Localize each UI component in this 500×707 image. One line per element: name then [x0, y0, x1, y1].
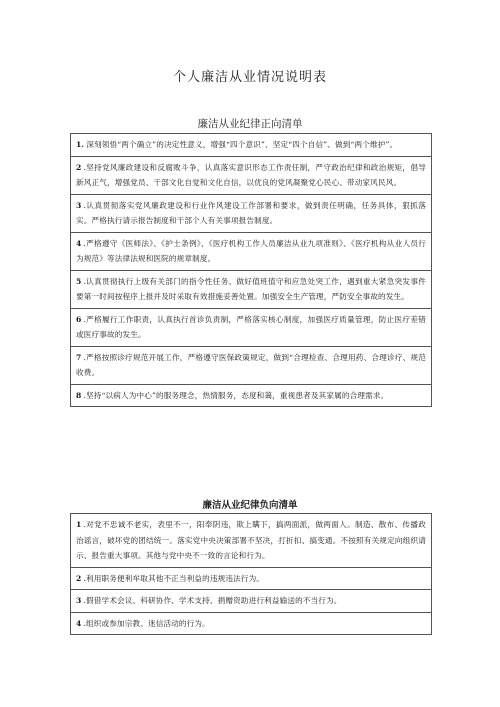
item-number: 3 [76, 596, 82, 605]
item-number: 4 [76, 618, 82, 628]
page-title: 个人廉洁从业情况说明表 [172, 70, 327, 85]
table-row [71, 194, 432, 232]
item-number: 6 [76, 314, 82, 324]
positive-list-heading: 廉洁从业纪律正向清单 [197, 118, 303, 130]
positive-list-table [70, 133, 432, 407]
item-text: .坚持“以病人为中心”的服务理念，热情服务，态度和蔼，重视患者及其家属的合理需求。 [83, 390, 389, 400]
item-number: 3 [76, 200, 82, 210]
item-number: 1. [76, 140, 85, 149]
table-row [71, 270, 432, 308]
item-text: 深刻领悟“两个确立”的决定性意义，增强“四个意识”、坚定“四个自信”、做到“两个维护”。 [86, 140, 398, 149]
table-row [71, 156, 432, 194]
item-text: .对党不忠诚不老实，表里不一，阳奉阴违，欺上瞒下，搞两面派，做两面人。制造、散布、传播政治谣言，破坏党的团结统一。落实党中央决策部署不坚决，打折扣、搞变通。不按照有关规定向组织请示、报告重大事项。其他与党中央不一致的言论和行为。 [76, 520, 426, 560]
item-text: .组织或参加宗教、迷信活动的行为。 [83, 618, 210, 628]
table-row [71, 232, 432, 270]
table-row [71, 308, 432, 346]
item-text: .严格履行工作职责，认真执行首诊负责制，严格落实核心制度，加强医疗质量管理，防止医疗差错或医疗事故的发生。 [76, 314, 426, 339]
table-row [71, 590, 432, 613]
item-number: 4 [76, 238, 82, 248]
item-text: .认真贯彻执行上级有关部门的指令性任务。做好值班值守和应急处突工作，遇到重大紧急突发事件要第一时间按程序上报并及时采取有效措施妥善处置。加强安全生产管理，严防安全事故的发生。 [76, 276, 426, 301]
item-number: 8 [76, 390, 82, 400]
negative-list-heading: 廉洁从业纪律负向清单 [202, 500, 298, 511]
table-row [71, 384, 432, 407]
item-text: .严格遵守《医师法》、《护士条例》、《医疗机构工作人员廉洁从业九项准则》、《医疗机构从业人员行为规范》等法律法规和医院的规章制度。 [76, 238, 426, 263]
table-row [71, 612, 432, 635]
item-text: .认真贯彻落实党风廉政建设和行业作风建设工作部署和要求，做到责任明确，任务具体，狠抓落实。严格执行请示报告制度和干部个人有关事项报告制度。 [76, 200, 426, 225]
item-number: 7 [76, 352, 82, 362]
table-row [71, 134, 432, 157]
negative-list-table [70, 513, 432, 635]
item-number: 1 [76, 520, 82, 529]
item-number: 2 [76, 162, 82, 172]
table-row [71, 567, 432, 590]
item-text: .利用职务便利牟取其他不正当利益的违规违法行为。 [83, 573, 265, 583]
table-row [71, 346, 432, 384]
item-number: 5 [76, 276, 82, 286]
table-row [71, 514, 432, 568]
item-text: .严格按照诊疗规范开展工作，严格遵守医保政策规定，做到“合理检查、合理用药、合理诊疗、规范收费。 [76, 352, 426, 377]
item-text: .坚持党风廉政建设和反腐败斗争，认真落实意识形态工作责任制，严守政治纪律和政治规矩，倡导新风正气，增强党员、干部文化自觉和文化自信，以优良的党风凝聚党心民心、带动家风民风。 [76, 162, 426, 187]
item-number: 2 [76, 573, 82, 583]
item-text: .假借学术会议、科研协作、学术支持、捐赠资助进行利益输送的不当行为。 [83, 596, 342, 605]
